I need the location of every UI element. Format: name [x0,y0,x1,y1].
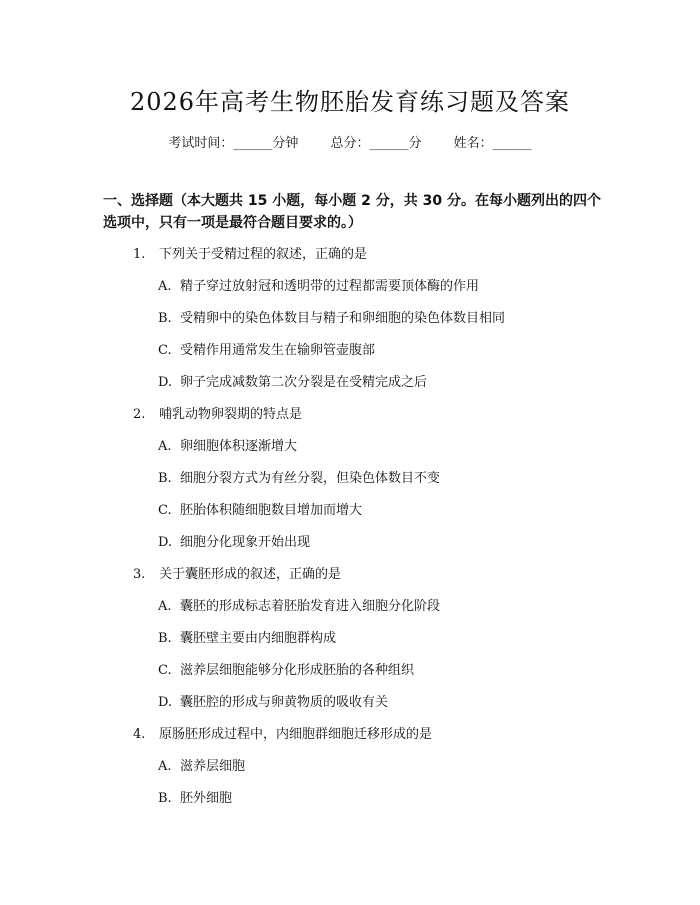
option-letter: D. [158,375,173,390]
option-3a [158,597,440,617]
option-text: 细胞分裂方式为有丝分裂，但染色体数目不变 [180,471,441,486]
option-4a [158,757,245,777]
question-number: 3. [133,567,146,582]
question-text: 哺乳动物卵裂期的特点是 [159,407,303,422]
question-number: 2. [133,407,146,422]
option-text: 囊胚的形成标志着胚胎发育进入细胞分化阶段 [180,599,441,614]
question-text: 原肠胚形成过程中，内细胞群细胞迁移形成的是 [159,727,433,742]
question-4 [133,725,432,745]
question-text: 关于囊胚形成的叙述，正确的是 [159,567,342,582]
option-text: 胚胎体积随细胞数目增加而增大 [180,503,363,518]
exam-meta [0,132,700,151]
section-heading: 一、选择题（本大题共 15 小题，每小题 2 分，共 30 分。在每小题列出的四个选项中，只有一项是最符合题目要求的。） [103,193,601,231]
option-text: 滋养层细胞 [180,759,246,774]
option-text: 受精卵中的染色体数目与精子和卵细胞的染色体数目相同 [180,311,506,326]
student-name: 姓名：______ [453,136,532,151]
option-letter: C. [158,343,172,358]
question-text: 下列关于受精过程的叙述，正确的是 [159,247,368,262]
option-2b [158,469,440,489]
option-letter: D. [158,535,173,550]
option-letter: A. [158,599,172,614]
option-text: 囊胚腔的形成与卵黄物质的吸收有关 [180,695,389,710]
option-letter: A. [158,279,172,294]
question-number: 4. [133,727,146,742]
option-1d [158,373,427,393]
option-letter: C. [158,663,172,678]
option-text: 卵细胞体积逐渐增大 [180,439,298,454]
option-text: 囊胚壁主要由内细胞群构成 [180,631,337,646]
option-letter: B. [158,791,172,806]
question-number: 1. [133,247,146,262]
question-3 [133,565,341,585]
option-2a [158,437,297,457]
question-1 [133,245,367,265]
option-text: 受精作用通常发生在输卵管壶腹部 [180,343,376,358]
option-1b [158,309,505,329]
exam-time: 考试时间：______分钟 [168,136,299,151]
question-2 [133,405,302,425]
option-3d [158,693,388,713]
option-text: 精子穿过放射冠和透明带的过程都需要顶体酶的作用 [180,279,480,294]
option-letter: C. [158,503,172,518]
option-letter: D. [158,695,173,710]
option-text: 细胞分化现象开始出现 [180,535,311,550]
option-2d [158,533,310,553]
option-2c [158,501,362,521]
option-3c [158,661,414,681]
total-score: 总分：______分 [330,136,422,151]
option-4b [158,789,232,809]
option-1c [158,341,375,361]
option-text: 卵子完成减数第二次分裂是在受精完成之后 [180,375,428,390]
option-letter: B. [158,631,172,646]
option-text: 滋养层细胞能够分化形成胚胎的各种组织 [180,663,415,678]
option-letter: B. [158,471,172,486]
option-3b [158,629,336,649]
option-letter: B. [158,311,172,326]
option-text: 胚外细胞 [180,791,233,806]
page-title: 2026年高考生物胚胎发育练习题及答案 [129,88,571,116]
option-letter: A. [158,439,172,454]
option-letter: A. [158,759,172,774]
option-1a [158,277,479,297]
